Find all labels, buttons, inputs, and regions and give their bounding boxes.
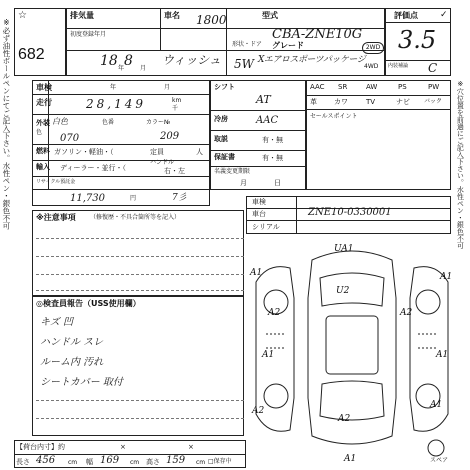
car-damage-diagram <box>246 238 458 458</box>
warranty-value: 有・無 <box>262 154 283 162</box>
capacity-unit: 人 <box>196 148 203 156</box>
handle-value: 右・左 <box>164 167 185 175</box>
reg-year-unit: 年 <box>118 65 125 72</box>
equip-navi: ナビ <box>396 98 410 106</box>
report-line-3: シートカバー 取付 <box>40 377 123 388</box>
displacement-label: 排気量 <box>70 11 94 20</box>
name-change-label: 名義変更期限 <box>214 168 251 175</box>
drive-4wd: 4WD <box>364 63 379 70</box>
chassis-row-2: シリアル <box>252 223 280 231</box>
length-label: 長さ <box>16 458 30 466</box>
recycle-label: リサイクル預託金 <box>36 179 76 185</box>
recycle-value: 11,730 <box>70 193 105 204</box>
recycle-unit: 円 <box>130 195 137 202</box>
interior-label: 内装補論 <box>388 63 409 69</box>
selling-points-label: セールスポイント <box>310 113 358 120</box>
warranty-label: 保証書 <box>214 153 235 161</box>
mileage-unit: km <box>172 97 182 104</box>
color-no-label: 色番 <box>102 119 115 126</box>
equip-ps: PS <box>398 83 407 91</box>
equip-kawa: カワ <box>334 98 348 106</box>
notes-title: ※注意事項 <box>36 213 76 222</box>
width-value: 169 <box>100 455 120 466</box>
equip-leather: 革 <box>310 98 317 106</box>
report-line-1: ハンドル スレ <box>40 337 104 348</box>
model-value: CBA-ZNE10G <box>272 27 363 42</box>
color-no: 070 <box>60 133 80 144</box>
chassis-row-0: 車検 <box>252 198 266 206</box>
recycle-mark: 7彡 <box>172 193 187 203</box>
shift-label: シフト <box>214 83 235 91</box>
trailer-label: □保存中 <box>208 458 232 465</box>
fuel-label: 燃料 <box>36 147 50 155</box>
spare-tire-label: スペア <box>430 457 449 464</box>
doors-label: 形状・ドア <box>232 41 262 48</box>
reg-month: 8 <box>124 53 133 69</box>
lot-number: 682 <box>18 46 45 63</box>
ac-label: 冷房 <box>214 115 228 123</box>
chassis-value: ZNE10-0330001 <box>308 207 392 218</box>
report-line-0: キズ 凹 <box>40 317 73 328</box>
shaken-month: 月 <box>164 84 171 91</box>
first-reg-label: 初度登録年月 <box>70 31 107 38</box>
color-code: 209 <box>160 131 180 142</box>
mileage-mile-unit: 千 <box>172 105 179 112</box>
length-value: 456 <box>36 455 56 466</box>
name-change-month: 月 <box>240 179 247 187</box>
color-code-label: カラー№ <box>146 119 171 126</box>
dimensions-x2: × <box>188 443 194 451</box>
lot-prefix: ☆ <box>18 10 27 21</box>
name-change-day: 日 <box>274 179 281 187</box>
damage-mark: A1 <box>430 400 443 410</box>
width-label: 幅 <box>86 458 93 466</box>
vehicle-name-label: 車名 <box>164 11 180 20</box>
sidebar-note: ※必ず油性ボールペンにてご記入下さい。水性ペン・銀色不可 <box>1 18 11 230</box>
interior-score: C <box>428 61 438 75</box>
damage-mark: A1 <box>344 454 357 464</box>
manual-label: 取説 <box>214 135 228 143</box>
vehicle-name: ウィッシュ <box>162 53 222 67</box>
mileage-label: 走行 <box>36 98 52 107</box>
manual-value: 有・無 <box>262 136 283 144</box>
damage-mark: A2 <box>400 308 413 318</box>
evaluation-score: 3.5 <box>398 26 437 54</box>
damage-mark: A2 <box>268 308 281 318</box>
width-unit: cm <box>130 459 140 466</box>
dimensions-title: 【荷台内寸】約 <box>16 443 65 451</box>
equip-aw: AW <box>366 83 378 91</box>
drive-2wd: 2WD <box>362 42 384 54</box>
damage-mark: A1 <box>436 350 449 360</box>
fuel-value: ガソリン・軽油・（ <box>54 148 114 156</box>
height-value: 159 <box>166 455 186 466</box>
shift-value: AT <box>256 93 271 106</box>
damage-mark: A2 <box>338 414 351 424</box>
equip-back: バック <box>424 98 443 105</box>
damage-mark: UA1 <box>334 244 354 254</box>
report-line-2: ルーム内 汚れ <box>40 357 104 368</box>
equip-tv: TV <box>366 98 376 106</box>
grade-label: グレード <box>272 41 304 50</box>
handle-label: ハンドル <box>150 159 175 166</box>
model-label: 型式 <box>262 11 278 20</box>
dimensions-x1: × <box>120 443 126 451</box>
grade-value: Xエアロスポーツパッケージ <box>258 55 366 65</box>
reg-month-unit: 月 <box>140 65 147 72</box>
evaluation-label: 評価点 <box>394 11 418 20</box>
evaluation-check: ✓ <box>440 10 448 20</box>
selling-points-box <box>306 110 451 190</box>
equip-pw: PW <box>428 83 440 91</box>
recycle-box <box>32 190 210 206</box>
height-label: 高さ <box>146 458 160 466</box>
damage-mark: A1 <box>250 268 263 278</box>
exterior-color-label: 外装 <box>36 119 50 127</box>
import-value: ディーラー・並行・（ <box>60 164 126 172</box>
notes-box <box>32 210 244 296</box>
shaken-label: 車検 <box>36 83 52 92</box>
chassis-row-1: 車台 <box>252 210 266 218</box>
ac-value: AAC <box>256 115 279 126</box>
shaken-year: 年 <box>110 84 117 91</box>
import-label: 輸入 <box>36 163 50 171</box>
height-unit: cm <box>196 459 206 466</box>
equip-sr: SR <box>338 83 348 91</box>
equip-aac: AAC <box>310 83 325 91</box>
report-title: ◎検査員報告（USS使用欄） <box>36 299 141 308</box>
length-unit: cm <box>68 459 78 466</box>
notes-subtitle: （修復歴・不具合箇所等を記入） <box>90 214 181 221</box>
doors-value: 5W <box>234 57 254 71</box>
color-label: 色 <box>36 129 43 136</box>
reg-year: 18 <box>100 53 118 69</box>
damage-mark: U2 <box>336 286 350 296</box>
capacity-label: 定員 <box>150 148 164 156</box>
displacement-value: 1800 <box>196 13 227 27</box>
exterior-color: 白色 <box>52 117 68 126</box>
right-note: ※穴位置を前過にご記入下さい。水性ペン・銀色不可 <box>456 80 465 249</box>
damage-mark: A1 <box>262 350 275 360</box>
damage-mark: A1 <box>440 272 453 282</box>
damage-mark: A2 <box>252 406 265 416</box>
mileage-value: 28,149 <box>86 97 146 111</box>
